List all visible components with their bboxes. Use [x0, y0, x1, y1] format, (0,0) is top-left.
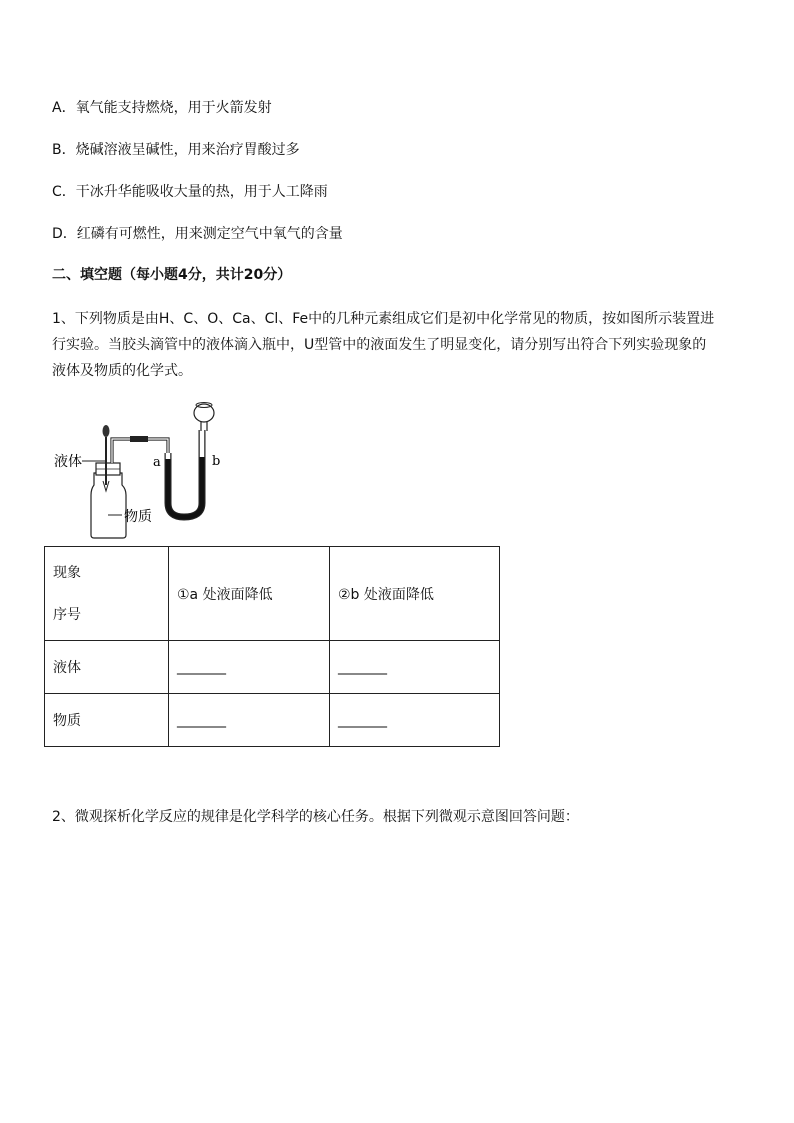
question-1-line-2: 行实验。当胶头滴管中的液体滴入瓶中，U型管中的液面发生了明显变化，请分别写出符合下列实验现象的 [52, 337, 707, 353]
option-d: D．红磷有可燃性，用来测定空气中氧气的含量 [52, 226, 343, 242]
row-substance-label: 物质 [45, 694, 169, 747]
dropper-bulb-shape [103, 425, 110, 437]
blank-line: _______ [338, 712, 387, 728]
question-1-line-1: 1、下列物质是由H、C、O、Ca、Cl、Fe中的几种元素组成它们是初中化学常见的物质，按如图所示装置进 [52, 311, 715, 327]
option-a: A．氧气能支持燃烧，用于火箭发射 [52, 100, 272, 116]
table-header-b: ②b 处液面降低 [330, 547, 500, 641]
label-a: a [153, 455, 161, 470]
u-tube-shape [168, 430, 202, 517]
label-liquid: 液体 [54, 454, 82, 470]
label-b: b [212, 454, 221, 469]
question-1-text [52, 306, 752, 384]
section-heading: 二、填空题（每小题4分，共计20分） [52, 267, 292, 283]
header-number: 序号 [53, 606, 81, 623]
table-header-a: ①a 处液面降低 [169, 547, 330, 641]
apparatus-diagram [50, 395, 250, 541]
answer-table [44, 546, 500, 747]
blank-line: _______ [338, 659, 387, 675]
blank-line: _______ [177, 712, 226, 728]
substance-b-answer[interactable] [330, 694, 500, 747]
option-c: C．干冰升华能吸收大量的热，用于人工降雨 [52, 184, 328, 200]
rubber-connector-shape [130, 436, 148, 442]
option-b: B．烧碱溶液呈碱性，用来治疗胃酸过多 [52, 142, 300, 158]
table-header-corner [45, 547, 169, 641]
substance-a-answer[interactable] [169, 694, 330, 747]
label-substance: 物质 [124, 509, 152, 525]
question-2-text: 2、微观探析化学反应的规律是化学科学的核心任务。根据下列微观示意图回答问题： [52, 809, 579, 825]
blank-line: _______ [177, 659, 226, 675]
question-1-line-3: 液体及物质的化学式。 [52, 363, 192, 379]
liquid-a-answer[interactable] [169, 641, 330, 694]
liquid-b-answer[interactable] [330, 641, 500, 694]
row-liquid-label: 液体 [45, 641, 169, 694]
header-phenomenon: 现象 [53, 564, 81, 581]
